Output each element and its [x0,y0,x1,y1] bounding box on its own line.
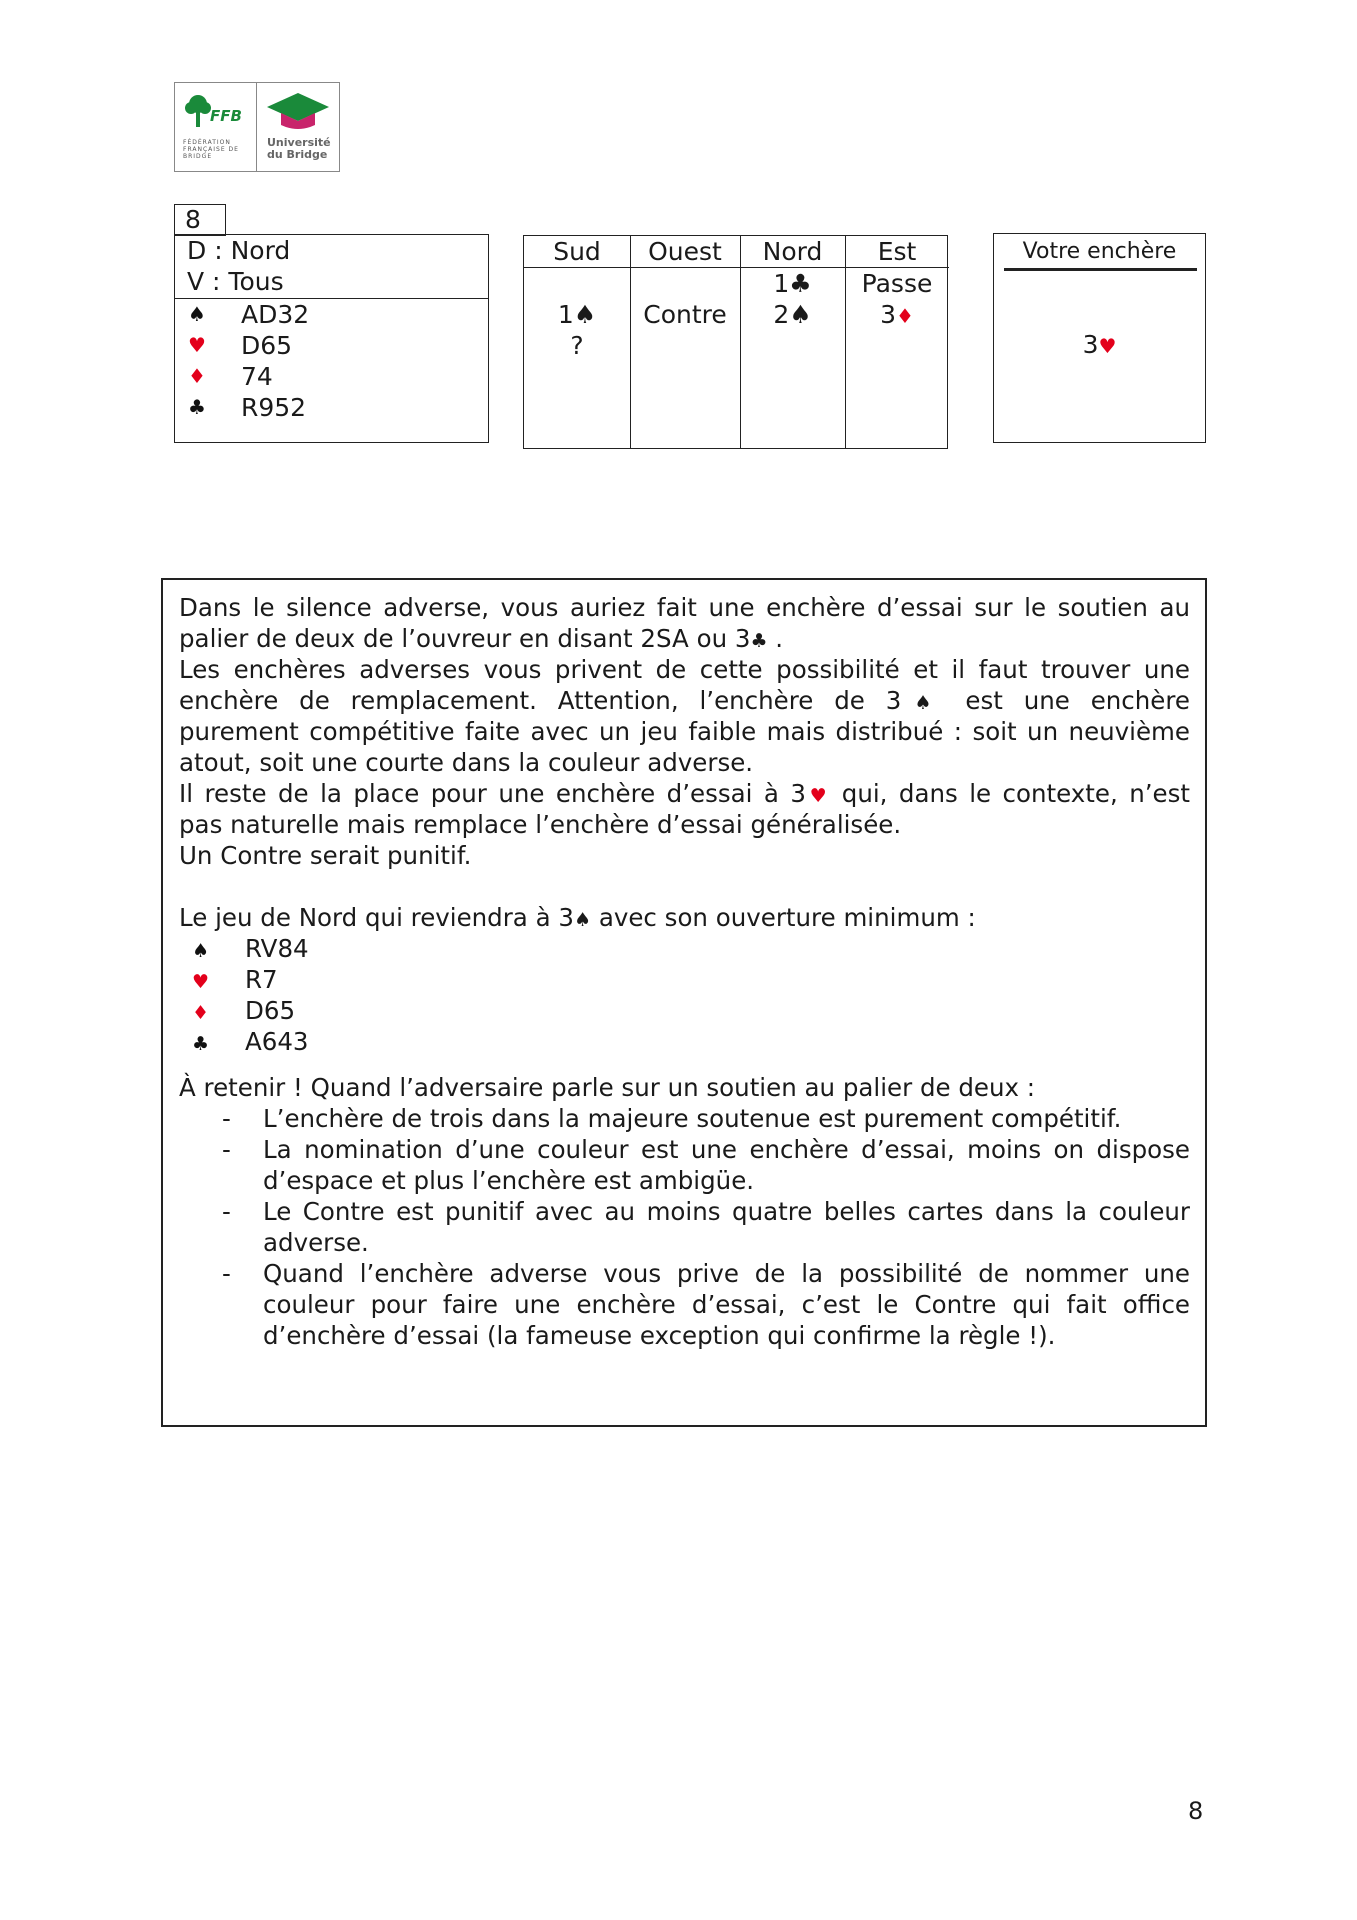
ffb-logo-subtitle: FÉDÉRATION FRANÇAISE DE BRIDGE [183,139,239,160]
hearts-row [175,330,488,361]
comment-line: palier de deux de l’ouvreur en disant 2SA ou 3♣ . [179,624,784,653]
diamonds-cards: 74 [241,362,273,391]
comment-line: purement compétitive faite avec un jeu faible mais distribué : soit un neuvième [179,717,1190,746]
bullet-item: La nomination d’une couleur est une enchère d’essai, moins on dispose d’espace et plus l’enchère est ambigüe. [263,1135,1190,1195]
bid-sud-2: ? [570,331,584,360]
bidding-table [523,235,948,449]
hand-box [174,234,489,443]
ffb-logo-text: FFB [210,107,242,125]
hearts-cards: D65 [241,331,293,360]
comment-line: Les enchères adverses vous privent de cette possibilité et il faut trouver une [179,655,1190,684]
tree-icon [183,93,213,129]
universite-logo-part [257,83,339,171]
universite-logo-text: Université du Bridge [267,136,331,161]
bid-sud-1: 1♠ [557,300,597,329]
comment-line: atout, soit une courte dans la couleur adverse. [179,748,754,777]
bid-nord-1: 1♣ [773,269,812,298]
comment-line: Il reste de la place pour une enchère d’essai à 3♥ qui, dans le contexte, n’est [179,779,1190,808]
header-est: Est [845,236,949,268]
diamond-icon: ♦ [192,1002,210,1024]
divider [1004,268,1197,271]
votre-enchere-answer: 3♥ [1082,330,1117,359]
bid-nord-2: 2♠ [773,300,812,329]
hand-header [175,235,488,299]
clubs-cards: R952 [241,393,307,422]
clubs-row [175,392,488,423]
bid-est-2: 3♦ [880,300,914,329]
spade-icon: ♠ [574,909,592,931]
bullet-item: L’enchère de trois dans la majeure soutenue est purement compétitif. [263,1104,1122,1133]
bullet-dash: - [222,1197,231,1226]
bullet-dash: - [222,1104,231,1133]
spades-cards: AD32 [241,300,310,329]
diamond-icon: ♦ [895,304,914,328]
heart-icon: ♥ [188,333,206,357]
spade-icon: ♠ [192,940,210,962]
heart-icon: ♥ [192,971,210,993]
comment-line: Dans le silence adverse, vous auriez fait une enchère d’essai sur le soutien au [179,593,1190,622]
bullet-dash: - [222,1135,231,1164]
spade-icon: ♠ [901,692,945,714]
graduation-cap-icon [265,91,331,131]
heart-icon: ♥ [805,785,831,807]
ffb-logo [174,82,340,172]
vulnerability-label: V : Tous [187,267,284,296]
nord-spades-row: ♠ RV84 [192,933,309,967]
spades-row [175,299,488,330]
votre-enchere-box [993,233,1206,443]
spade-icon: ♠ [188,302,206,326]
header-sud: Sud [524,236,630,268]
comment-line: Le jeu de Nord qui reviendra à 3♠ avec son ouverture minimum : [179,903,976,932]
page-number: 8 [1188,1797,1204,1825]
comment-line: pas naturelle mais remplace l’enchère d’essai généralisée. [179,810,902,839]
votre-enchere-title: Votre enchère [1022,239,1177,264]
bid-ouest-1: Contre [643,300,727,329]
nord-diamonds-row: ♦ D65 [192,995,295,1029]
heart-icon: ♥ [1098,334,1117,358]
ffb-logo-part [175,83,257,171]
column-sud [524,236,631,448]
comment-line: Un Contre serait punitif. [179,841,472,870]
column-nord [740,236,846,448]
header-ouest: Ouest [630,236,740,268]
nord-clubs-row: ♣ A643 [192,1026,309,1060]
club-icon: ♣ [188,395,206,419]
bid-est-1: Passe [861,269,933,298]
deal-number: 8 [174,204,226,236]
club-icon: ♣ [750,630,768,652]
bullet-dash: - [222,1259,231,1288]
comment-line: enchère de remplacement. Attention, l’enchère de 3♠ est une enchère [179,686,1190,715]
header-nord: Nord [740,236,845,268]
column-est [845,236,949,448]
diamond-icon: ♦ [188,364,206,388]
retenir-heading: À retenir ! Quand l’adversaire parle sur un soutien au palier de deux : [179,1073,1036,1102]
dealer-label: D : Nord [187,236,291,265]
bullet-item: Quand l’enchère adverse vous prive de la possibilité de nommer une couleur pour faire une enchère d’essai, c’est le Contre qui fait office d’enchère d’essai (la fameuse exception qui confirme la règle !). [263,1259,1190,1350]
nord-hearts-row: ♥ R7 [192,964,278,998]
diamonds-row [175,361,488,392]
club-icon: ♣ [192,1033,210,1055]
column-ouest [630,236,741,448]
bullet-item: Le Contre est punitif avec au moins quatre belles cartes dans la couleur adverse. [263,1197,1190,1257]
